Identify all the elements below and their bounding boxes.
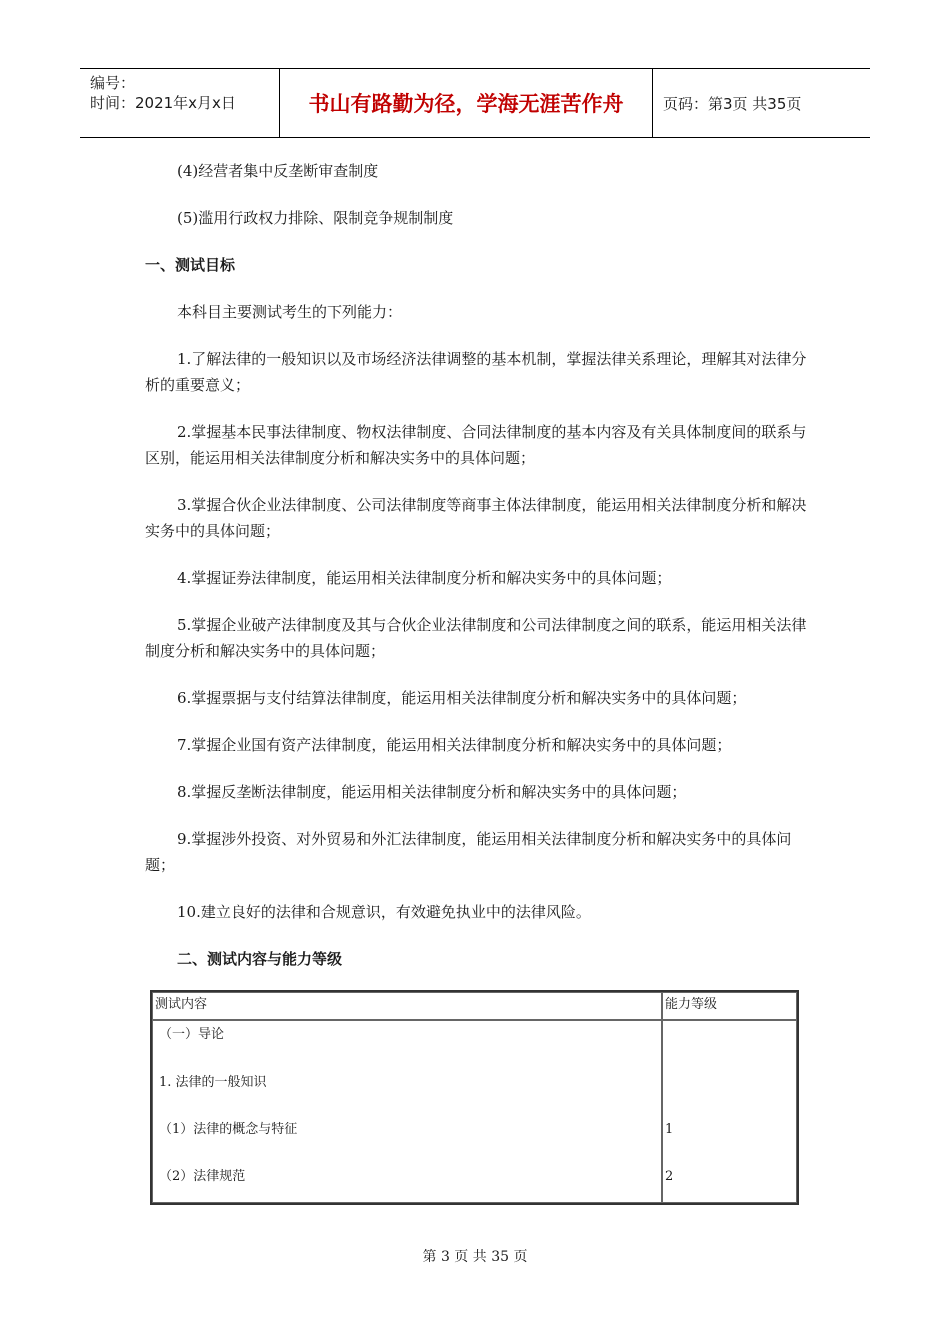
doc-date-label: 时间：2021年x月x日 bbox=[90, 94, 236, 112]
table-cell-level: 2 bbox=[665, 1169, 674, 1184]
table-row bbox=[152, 1020, 797, 1203]
page-footer: 第 3 页 共 35 页 bbox=[422, 1249, 528, 1265]
header-motto: 书山有路勤为径，学海无涯苦作舟 bbox=[280, 69, 653, 137]
goal-item: 7.掌握企业国有资产法律制度，能运用相关法律制度分析和解决实务中的具体问题； bbox=[177, 736, 732, 754]
paragraph-4: (4)经营者集中反垄断审查制度 bbox=[177, 162, 379, 180]
goal-item: 6.掌握票据与支付结算法律制度，能运用相关法律制度分析和解决实务中的具体问题； bbox=[177, 689, 747, 707]
goal-item: 4.掌握证券法律制度，能运用相关法律制度分析和解决实务中的具体问题； bbox=[177, 569, 672, 587]
paragraph-5: (5)滥用行政权力排除、限制竞争规制制度 bbox=[177, 209, 454, 227]
section-heading-goals: 一、测试目标 bbox=[145, 256, 236, 274]
goal-item: 5.掌握企业破产法律制度及其与合伙企业法律制度和公司法律制度之间的联系，能运用相关法律制度分析和解决实务中的具体问题； bbox=[145, 616, 807, 660]
doc-number-label: 编号： bbox=[90, 74, 136, 92]
document-body bbox=[145, 158, 810, 972]
goal-item: 3.掌握合伙企业法律制度、公司法律制度等商事主体法律制度，能运用相关法律制度分析和解决实务中的具体问题； bbox=[145, 496, 807, 540]
header-page-label: 页码：第3页 共35页 bbox=[663, 94, 802, 113]
table-cell-content: （一）导论 bbox=[159, 1027, 225, 1042]
table-cell-content: （2）法律规范 bbox=[159, 1169, 246, 1184]
goal-item: 10.建立良好的法律和合规意识，有效避免执业中的法律风险。 bbox=[177, 903, 591, 921]
table-body-level bbox=[662, 1020, 797, 1203]
goal-item: 9.掌握涉外投资、对外贸易和外汇法律制度，能运用相关法律制度分析和解决实务中的具体问题； bbox=[145, 830, 792, 874]
col-header-content: 测试内容 bbox=[152, 992, 662, 1020]
table-body-content bbox=[152, 1020, 662, 1203]
goal-item: 8.掌握反垄断法律制度，能运用相关法律制度分析和解决实务中的具体问题； bbox=[177, 783, 687, 801]
table-cell-level: 1 bbox=[665, 1122, 674, 1137]
header-meta bbox=[80, 69, 280, 137]
intro-paragraph: 本科目主要测试考生的下列能力： bbox=[177, 303, 403, 321]
col-header-level: 能力等级 bbox=[662, 992, 797, 1020]
table-cell-content: 1. 法律的一般知识 bbox=[159, 1075, 267, 1090]
table-cell-content: （1）法律的概念与特征 bbox=[159, 1122, 298, 1137]
table-cell-level bbox=[665, 1068, 794, 1115]
goal-item: 2.掌握基本民事法律制度、物权法律制度、合同法律制度的基本内容及有关具体制度间的联系与区别，能运用相关法律制度分析和解决实务中的具体问题； bbox=[145, 423, 807, 467]
table-cell-level bbox=[665, 1021, 794, 1068]
content-level-table bbox=[150, 990, 799, 1205]
page-header bbox=[80, 68, 870, 138]
goal-item: 1.了解法律的一般知识以及市场经济法律调整的基本机制，掌握法律关系理论，理解其对法律分析的重要意义； bbox=[145, 350, 807, 394]
table-header-row bbox=[152, 992, 797, 1020]
section-heading-content: 二、测试内容与能力等级 bbox=[177, 950, 343, 968]
